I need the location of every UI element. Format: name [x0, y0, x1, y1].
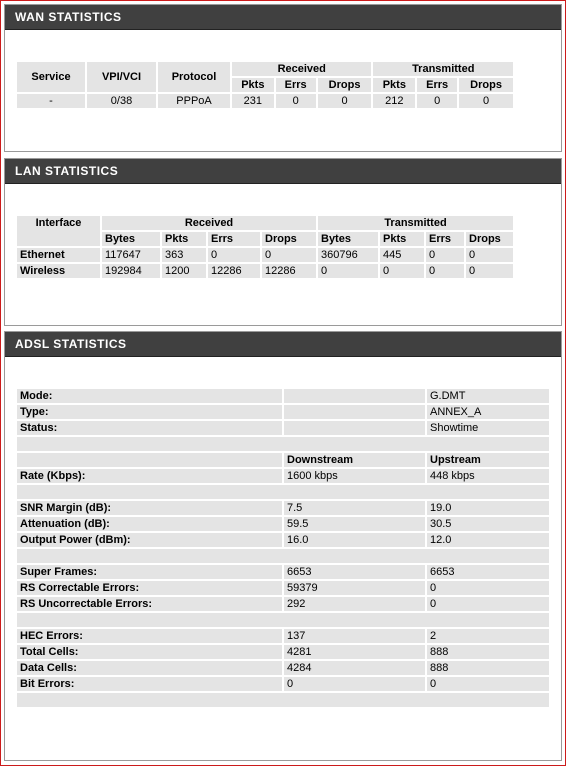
lan-interface-name: Ethernet	[17, 248, 100, 262]
wan-tx-drops: 0	[459, 94, 513, 108]
lan-interface-name: Wireless	[17, 264, 100, 278]
lan-tx-drops: 0	[466, 248, 513, 262]
wan-service: -	[17, 94, 85, 108]
table-row	[17, 248, 513, 262]
adsl-row-label: Output Power (dBm):	[17, 533, 282, 547]
adsl-upstream-header: Upstream	[427, 453, 549, 467]
wan-tx-pkts: 212	[373, 94, 415, 108]
adsl-downstream-header: Downstream	[284, 453, 425, 467]
lan-rx-drops: 12286	[262, 264, 316, 278]
lan-tx-errs: 0	[426, 264, 464, 278]
adsl-mode-value: G.DMT	[427, 389, 549, 403]
adsl-row-upstream: 888	[427, 645, 549, 659]
lan-tx-bytes: 0	[318, 264, 378, 278]
adsl-row-downstream: 4284	[284, 661, 425, 675]
table-row	[17, 405, 549, 419]
table-row	[17, 645, 549, 659]
table-row	[17, 94, 513, 108]
table-row	[17, 629, 549, 643]
wan-protocol: PPPoA	[158, 94, 230, 108]
table-row	[17, 501, 549, 515]
wan-header-protocol: Protocol	[158, 62, 230, 92]
wan-header-rx-errs: Errs	[276, 78, 316, 92]
lan-header-rx-errs: Errs	[208, 232, 260, 246]
lan-tx-drops: 0	[466, 264, 513, 278]
wan-header-rx-drops: Drops	[318, 78, 372, 92]
lan-header-interface: Interface	[17, 216, 100, 246]
adsl-row-label: Total Cells:	[17, 645, 282, 659]
adsl-type-value: ANNEX_A	[427, 405, 549, 419]
wan-header-rx-pkts: Pkts	[232, 78, 274, 92]
adsl-row-upstream: 448 kbps	[427, 469, 549, 483]
adsl-statistics-table	[15, 387, 551, 709]
lan-statistics-title: LAN STATISTICS	[5, 159, 561, 184]
wan-statistics-panel	[4, 4, 562, 152]
adsl-row-upstream: 0	[427, 677, 549, 691]
adsl-row-upstream: 2	[427, 629, 549, 643]
adsl-row-upstream: 888	[427, 661, 549, 675]
adsl-status-label: Status:	[17, 421, 282, 435]
table-row	[17, 469, 549, 483]
wan-rx-drops: 0	[318, 94, 372, 108]
table-row	[17, 581, 549, 595]
table-row	[17, 597, 549, 611]
table-row	[17, 533, 549, 547]
adsl-row-label: Rate (Kbps):	[17, 469, 282, 483]
adsl-row-downstream: 16.0	[284, 533, 425, 547]
adsl-row-label: RS Correctable Errors:	[17, 581, 282, 595]
adsl-row-downstream: 292	[284, 597, 425, 611]
adsl-status-value: Showtime	[427, 421, 549, 435]
lan-rx-pkts: 363	[162, 248, 206, 262]
adsl-row-upstream: 0	[427, 581, 549, 595]
wan-rx-pkts: 231	[232, 94, 274, 108]
table-row	[17, 421, 549, 435]
spacer-row	[17, 437, 549, 451]
adsl-row-upstream: 19.0	[427, 501, 549, 515]
wan-header-vpi-vci: VPI/VCI	[87, 62, 156, 92]
lan-rx-bytes: 192984	[102, 264, 160, 278]
lan-tx-bytes: 360796	[318, 248, 378, 262]
table-row	[17, 661, 549, 675]
wan-header-tx-pkts: Pkts	[373, 78, 415, 92]
lan-rx-drops: 0	[262, 248, 316, 262]
adsl-row-downstream: 59379	[284, 581, 425, 595]
lan-header-transmitted: Transmitted	[318, 216, 513, 230]
lan-rx-errs: 0	[208, 248, 260, 262]
adsl-row-downstream: 1600 kbps	[284, 469, 425, 483]
adsl-row-label: HEC Errors:	[17, 629, 282, 643]
lan-tx-pkts: 0	[380, 264, 424, 278]
adsl-row-upstream: 0	[427, 597, 549, 611]
adsl-row-downstream: 7.5	[284, 501, 425, 515]
lan-header-tx-drops: Drops	[466, 232, 513, 246]
wan-header-tx-errs: Errs	[417, 78, 457, 92]
adsl-row-label: Attenuation (dB):	[17, 517, 282, 531]
lan-header-rx-drops: Drops	[262, 232, 316, 246]
adsl-row-downstream: 59.5	[284, 517, 425, 531]
adsl-type-label: Type:	[17, 405, 282, 419]
spacer-row	[17, 613, 549, 627]
table-row	[17, 453, 549, 467]
wan-rx-errs: 0	[276, 94, 316, 108]
adsl-row-label: Data Cells:	[17, 661, 282, 675]
lan-header-rx-bytes: Bytes	[102, 232, 160, 246]
spacer-row	[17, 549, 549, 563]
wan-statistics-table	[15, 60, 515, 110]
adsl-row-label: SNR Margin (dB):	[17, 501, 282, 515]
wan-header-service: Service	[17, 62, 85, 92]
spacer-row	[17, 485, 549, 499]
wan-statistics-title: WAN STATISTICS	[5, 5, 561, 30]
lan-header-received: Received	[102, 216, 316, 230]
adsl-row-downstream: 4281	[284, 645, 425, 659]
lan-statistics-panel	[4, 158, 562, 326]
table-row	[17, 677, 549, 691]
table-row	[17, 517, 549, 531]
wan-header-transmitted: Transmitted	[373, 62, 513, 76]
adsl-mode-label: Mode:	[17, 389, 282, 403]
wan-header-received: Received	[232, 62, 371, 76]
adsl-row-label: Bit Errors:	[17, 677, 282, 691]
adsl-row-label: RS Uncorrectable Errors:	[17, 597, 282, 611]
spacer-row	[17, 693, 549, 707]
adsl-row-upstream: 12.0	[427, 533, 549, 547]
adsl-row-label: Super Frames:	[17, 565, 282, 579]
lan-rx-pkts: 1200	[162, 264, 206, 278]
lan-statistics-table	[15, 214, 515, 280]
table-row	[17, 264, 513, 278]
adsl-row-downstream: 0	[284, 677, 425, 691]
adsl-statistics-panel	[4, 331, 562, 761]
lan-tx-errs: 0	[426, 248, 464, 262]
adsl-row-downstream: 137	[284, 629, 425, 643]
table-row	[17, 565, 549, 579]
lan-header-tx-bytes: Bytes	[318, 232, 378, 246]
wan-header-tx-drops: Drops	[459, 78, 513, 92]
lan-rx-errs: 12286	[208, 264, 260, 278]
adsl-row-downstream: 6653	[284, 565, 425, 579]
wan-vpi-vci: 0/38	[87, 94, 156, 108]
lan-header-tx-pkts: Pkts	[380, 232, 424, 246]
lan-tx-pkts: 445	[380, 248, 424, 262]
lan-rx-bytes: 117647	[102, 248, 160, 262]
table-row	[17, 389, 549, 403]
adsl-statistics-title: ADSL STATISTICS	[5, 332, 561, 357]
wan-tx-errs: 0	[417, 94, 457, 108]
lan-header-rx-pkts: Pkts	[162, 232, 206, 246]
lan-header-tx-errs: Errs	[426, 232, 464, 246]
adsl-row-upstream: 6653	[427, 565, 549, 579]
adsl-row-upstream: 30.5	[427, 517, 549, 531]
